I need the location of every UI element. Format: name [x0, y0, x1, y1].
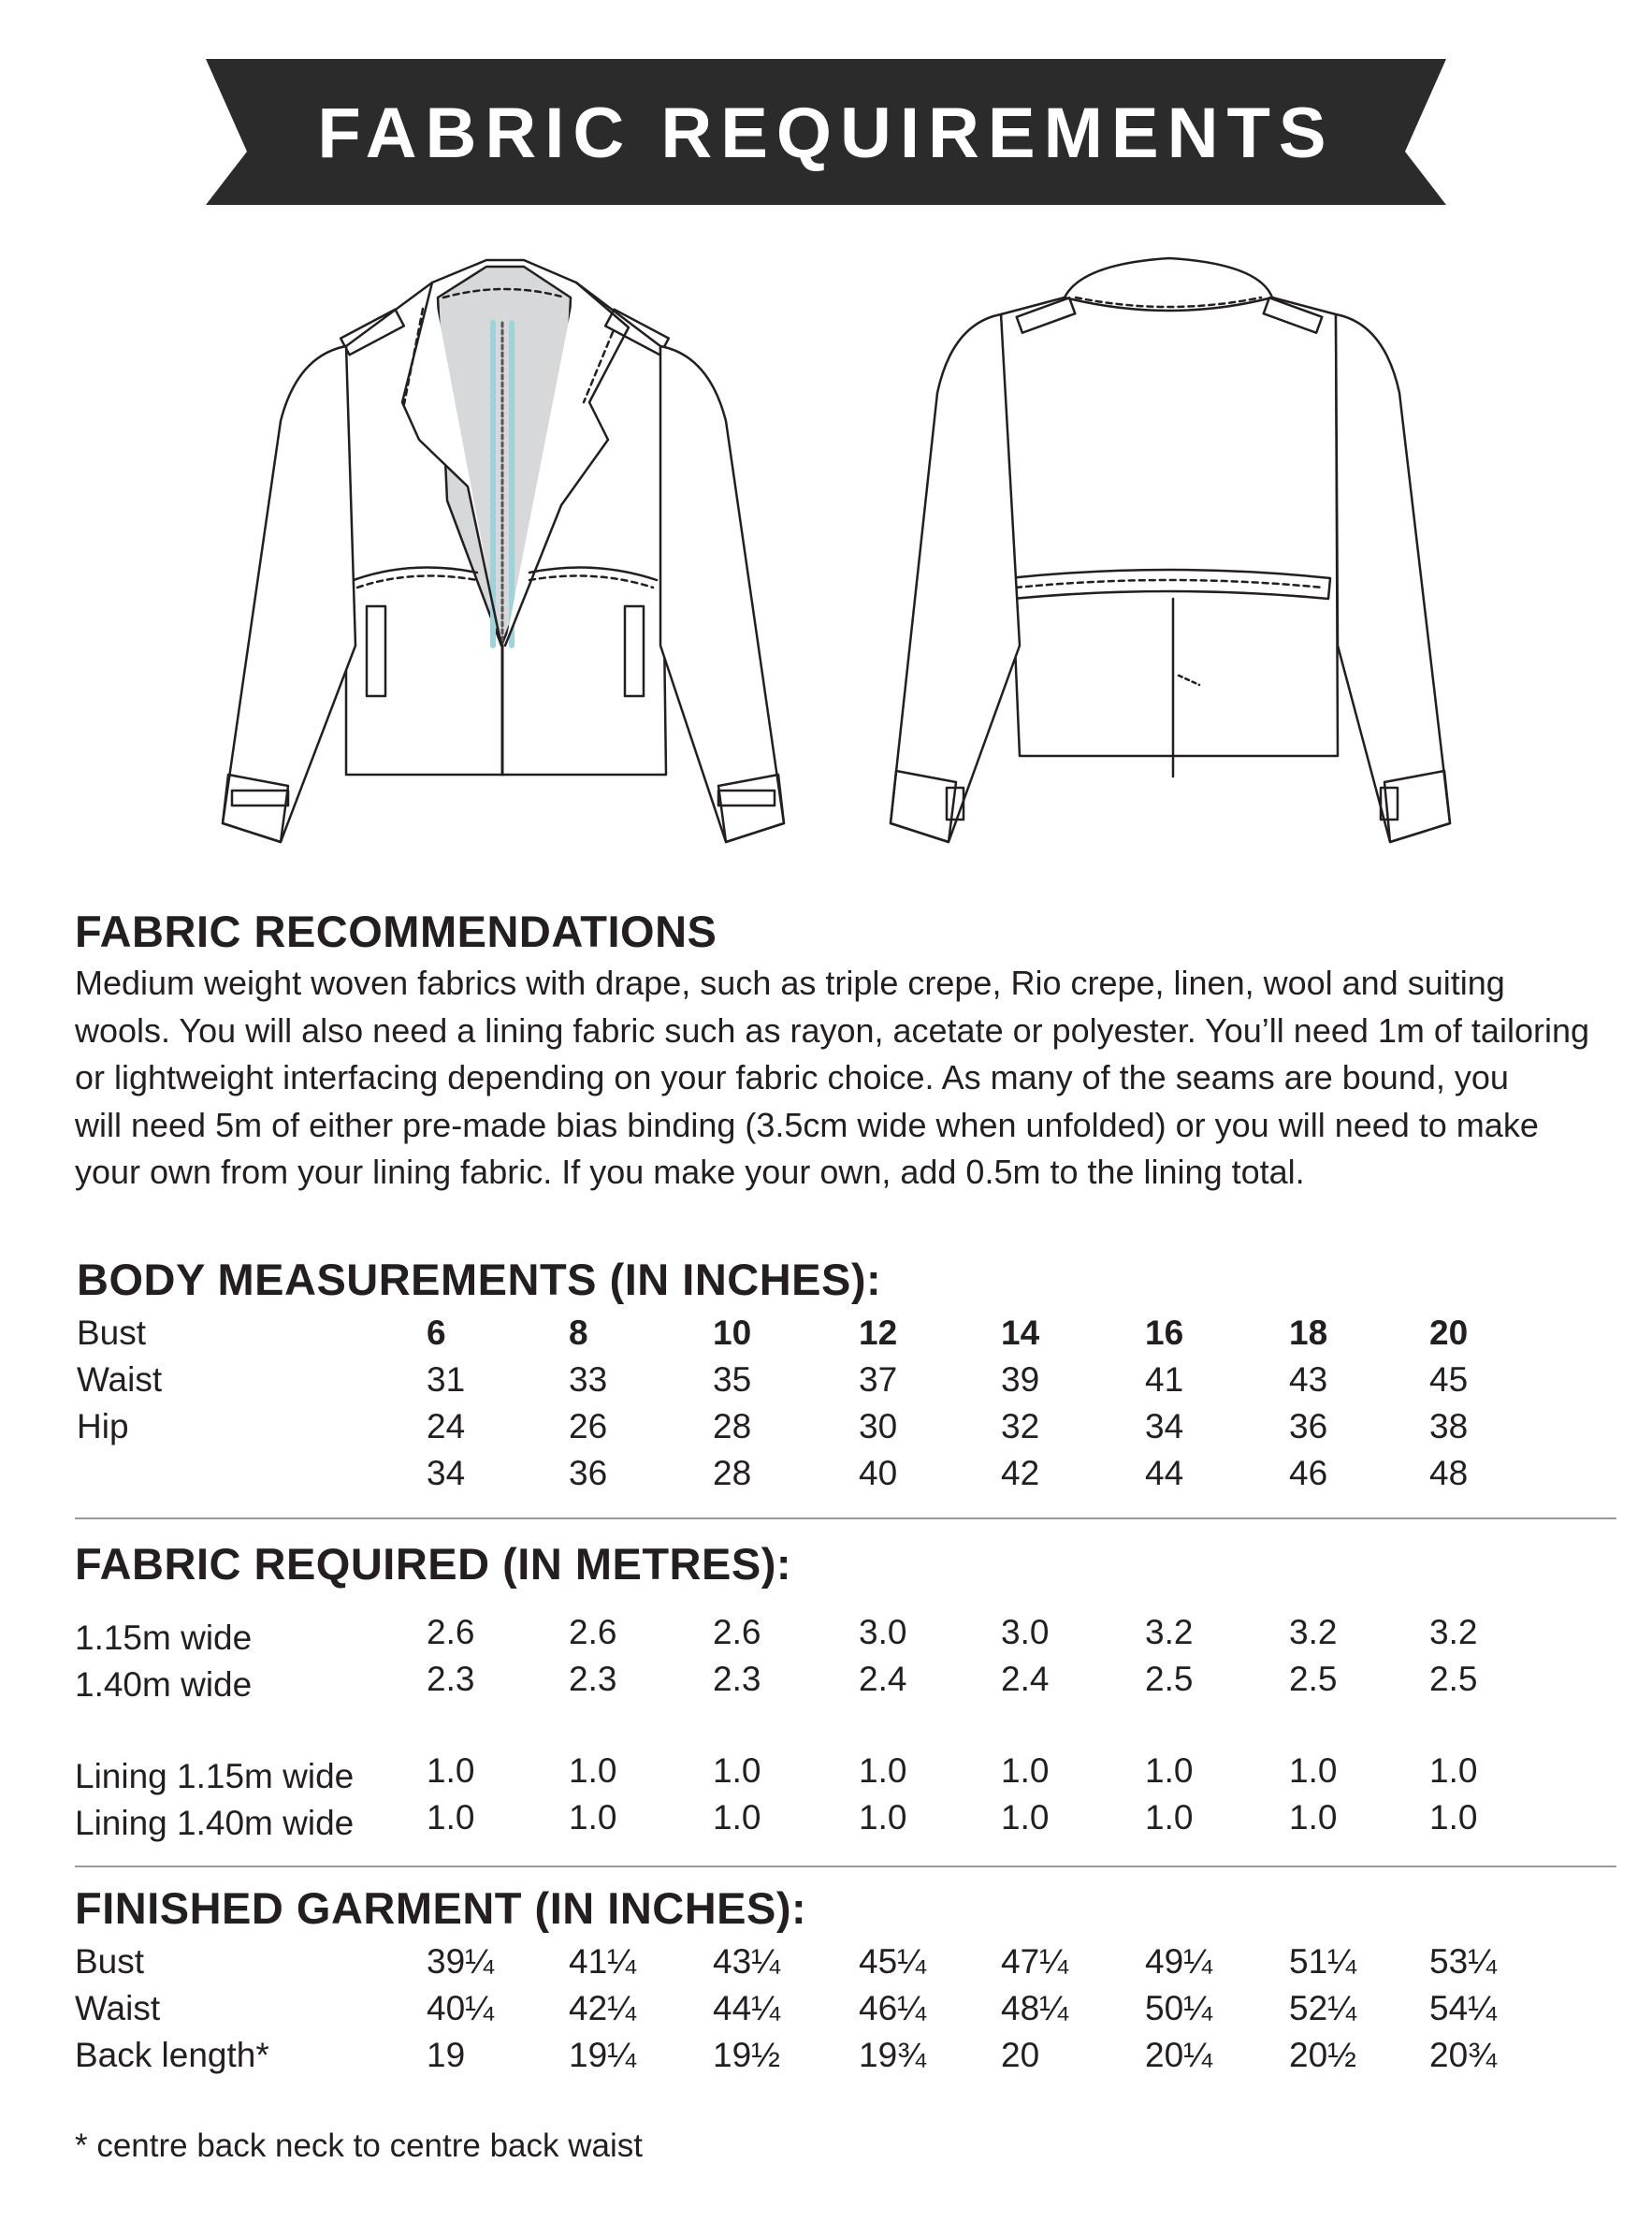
size-header: 18 — [1289, 1314, 1328, 1352]
recommendations-title: FABRIC RECOMMENDATIONS — [75, 907, 717, 956]
table-cell: 28 — [713, 1454, 752, 1492]
table-cell: 38 — [1429, 1407, 1469, 1445]
row-label: Waist — [75, 1989, 161, 2027]
table-cell: 47¼ — [1001, 1942, 1069, 1981]
table-cell: 2.4 — [1001, 1660, 1050, 1698]
table-cell: 1.0 — [859, 1798, 907, 1837]
table-cell: 42 — [1001, 1454, 1040, 1492]
table-cell: 20¾ — [1429, 2036, 1498, 2074]
table-cell: 36 — [1289, 1407, 1328, 1445]
size-header: 16 — [1145, 1314, 1184, 1352]
table-cell: 3.0 — [1001, 1613, 1050, 1651]
table-cell: 1.0 — [569, 1751, 617, 1790]
table-cell: 28 — [713, 1407, 752, 1445]
table-cell: 2.5 — [1429, 1660, 1478, 1698]
table-cell: 3.2 — [1289, 1613, 1338, 1651]
table-cell: 24 — [427, 1407, 466, 1445]
recommendations-line: your own from your lining fabric. If you make your own, add 0.5m to the lining total. — [75, 1153, 1305, 1191]
size-header: 12 — [859, 1314, 898, 1352]
row-label: Lining 1.15m wide — [75, 1757, 355, 1795]
table-cell: 1.0 — [1429, 1798, 1478, 1837]
row-label: Back length* — [75, 2036, 269, 2074]
footnote: * centre back neck to centre back waist — [75, 2127, 643, 2164]
size-header: 20 — [1429, 1314, 1469, 1352]
row-label: 1.15m wide — [75, 1619, 253, 1657]
row-label: Bust — [75, 1942, 145, 1981]
table-cell: 51¼ — [1289, 1942, 1357, 1981]
table-cell: 53¼ — [1429, 1942, 1498, 1981]
table-cell: 49¼ — [1145, 1942, 1213, 1981]
table-cell: 1.0 — [569, 1798, 617, 1837]
jacket-front-drawing — [223, 260, 784, 842]
table-cell: 50¼ — [1145, 1989, 1213, 2027]
recommendations-line: will need 5m of either pre-made bias binding (3.5cm wide when unfolded) or you will need to make — [75, 1105, 1539, 1144]
table-cell: 20½ — [1289, 2036, 1357, 2074]
table-cell: 42¼ — [569, 1989, 637, 2027]
size-header: 10 — [713, 1314, 752, 1352]
table-cell: 44¼ — [713, 1989, 781, 2027]
table-cell: 46 — [1289, 1454, 1328, 1492]
table-cell: 41¼ — [569, 1942, 637, 1981]
row-label: Hip — [77, 1407, 129, 1445]
table-cell: 54¼ — [1429, 1989, 1498, 2027]
table-cell: 1.0 — [713, 1751, 761, 1790]
table-cell: 1.0 — [427, 1751, 475, 1790]
table-cell: 44 — [1145, 1454, 1184, 1492]
table-cell: 2.6 — [569, 1613, 617, 1651]
divider — [75, 1866, 1616, 1867]
table-cell: 19¾ — [859, 2036, 927, 2074]
table-cell: 37 — [859, 1360, 898, 1399]
table-cell: 2.6 — [713, 1613, 761, 1651]
row-label: 1.40m wide — [75, 1665, 253, 1704]
table-cell: 48¼ — [1001, 1989, 1069, 2027]
table-cell: 1.0 — [859, 1751, 907, 1790]
table-cell: 20¼ — [1145, 2036, 1213, 2074]
table-cell: 1.0 — [1145, 1751, 1194, 1790]
size-header: 6 — [427, 1314, 446, 1352]
table-cell: 20 — [1001, 2036, 1040, 2074]
recommendations-line: wools. You will also need a lining fabric such as rayon, acetate or polyester. You’ll need 1m of tailoring — [75, 1010, 1589, 1050]
row-label: Lining 1.40m wide — [75, 1804, 355, 1842]
jacket-illustrations — [0, 225, 1652, 898]
size-header: 8 — [569, 1314, 588, 1352]
recommendations-line: or lightweight interfacing depending on your fabric choice. As many of the seams are bound, you — [75, 1058, 1509, 1096]
table-cell: 32 — [1001, 1407, 1040, 1445]
table-cell: 2.5 — [1145, 1660, 1194, 1698]
table-cell: 43 — [1289, 1360, 1328, 1399]
row-label: Waist — [77, 1360, 163, 1399]
fabric-required-title: FABRIC REQUIRED (IN METRES): — [75, 1539, 791, 1589]
recommendations-line: Medium weight woven fabrics with drape, such as triple crepe, Rio crepe, linen, wool and suiting — [75, 964, 1505, 1002]
table-cell: 40 — [859, 1454, 898, 1492]
table-cell: 2.3 — [427, 1660, 475, 1698]
row-label: Bust — [77, 1314, 147, 1352]
table-cell: 34 — [427, 1454, 466, 1492]
table-cell: 48 — [1429, 1454, 1469, 1492]
table-cell: 45¼ — [859, 1942, 927, 1981]
table-cell: 19½ — [713, 2036, 781, 2074]
table-cell: 2.5 — [1289, 1660, 1338, 1698]
table-cell: 2.3 — [713, 1660, 761, 1698]
table-cell: 19 — [427, 2036, 466, 2074]
table-cell: 41 — [1145, 1360, 1184, 1399]
finished-garment-title: FINISHED GARMENT (IN INCHES): — [75, 1883, 807, 1933]
divider — [75, 1517, 1616, 1519]
table-cell: 35 — [713, 1360, 752, 1399]
table-cell: 40¼ — [427, 1989, 495, 2027]
size-header: 14 — [1001, 1314, 1040, 1352]
table-cell: 19¼ — [569, 2036, 637, 2074]
recommendations-text — [75, 960, 1590, 1197]
table-cell: 45 — [1429, 1360, 1469, 1399]
jacket-back-drawing — [891, 258, 1450, 842]
table-cell: 26 — [569, 1407, 608, 1445]
table-cell: 3.2 — [1429, 1613, 1478, 1651]
page-title: FABRIC REQUIREMENTS — [317, 94, 1335, 173]
table-cell: 3.2 — [1145, 1613, 1194, 1651]
table-cell: 1.0 — [1289, 1751, 1338, 1790]
table-cell: 52¼ — [1289, 1989, 1357, 2027]
table-cell: 39¼ — [427, 1942, 495, 1981]
table-cell: 39 — [1001, 1360, 1040, 1399]
table-cell: 1.0 — [1145, 1798, 1194, 1837]
table-cell: 3.0 — [859, 1613, 907, 1651]
table-cell: 34 — [1145, 1407, 1184, 1445]
table-cell: 2.3 — [569, 1660, 617, 1698]
table-cell: 1.0 — [427, 1798, 475, 1837]
table-cell: 1.0 — [1001, 1798, 1050, 1837]
table-cell: 46¼ — [859, 1989, 927, 2027]
table-cell: 36 — [569, 1454, 608, 1492]
table-cell: 1.0 — [1001, 1751, 1050, 1790]
table-cell: 2.6 — [427, 1613, 475, 1651]
table-cell: 1.0 — [713, 1798, 761, 1837]
table-cell: 2.4 — [859, 1660, 907, 1698]
body-measurements-title: BODY MEASUREMENTS (IN INCHES): — [77, 1255, 882, 1304]
table-cell: 33 — [569, 1360, 608, 1399]
table-cell: 1.0 — [1429, 1751, 1478, 1790]
table-cell: 43¼ — [713, 1942, 781, 1981]
table-cell: 31 — [427, 1360, 466, 1399]
table-cell: 1.0 — [1289, 1798, 1338, 1837]
table-cell: 30 — [859, 1407, 898, 1445]
